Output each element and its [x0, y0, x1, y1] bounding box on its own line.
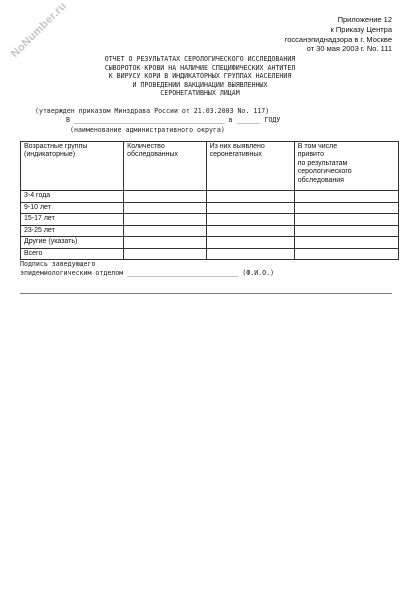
table-cell [124, 248, 206, 260]
table-cell [206, 214, 294, 226]
appendix-line: госсанэпиднадзора в г. Москве [284, 34, 392, 44]
table-row [21, 248, 399, 260]
title-line: ОТЧЕТ О РЕЗУЛЬТАТАХ СЕРОЛОГИЧЕСКОГО ИССЛЕДОВАНИЯ [104, 55, 296, 63]
age-group-cell: 15-17 лет [21, 214, 124, 226]
table-cell [294, 191, 398, 203]
divider [20, 293, 392, 294]
table-cell [124, 214, 206, 226]
table-cell [206, 202, 294, 214]
age-group-cell: 3-4 года [21, 191, 124, 203]
table-cell [124, 225, 206, 237]
table-cell [294, 237, 398, 249]
table-cell [124, 191, 206, 203]
header-examined-count: Количество обследованных [124, 142, 206, 191]
table-cell [294, 248, 398, 260]
signature-line-1: Подпись заведующего [20, 260, 96, 268]
table-row [21, 237, 399, 249]
age-group-cell: Другие (указать) [21, 237, 124, 249]
district-year-fill-line: В ______________________________________ в ______ ГОДУ [66, 116, 281, 124]
table-cell [206, 248, 294, 260]
title-line: СЫВОРОТОК КРОВИ НА НАЛИЧИЕ СПЕЦИФИЧЕСКИХ АНТИТЕЛ [104, 63, 296, 72]
age-group-cell: Всего [21, 248, 124, 260]
report-title [20, 55, 380, 98]
signature-block [20, 260, 274, 278]
age-group-cell: 23-25 лет [21, 225, 124, 237]
title-line: К ВИРУСУ КОРИ В ИНДИКАТОРНЫХ ГРУППАХ НАСЕЛЕНИЯ [108, 72, 292, 81]
header-seronegative: Из них выявлено серонегативных [206, 142, 294, 191]
appendix-line: Приложение 12 [337, 15, 392, 24]
table-row [21, 214, 399, 226]
table-cell [124, 237, 206, 249]
district-caption: (наименование административного округа) [70, 126, 225, 134]
table-cell [206, 237, 294, 249]
table-cell [206, 225, 294, 237]
table-cell [294, 225, 398, 237]
table-cell [294, 214, 398, 226]
header-age-groups: Возрастные группы (индикаторные) [21, 142, 124, 191]
table-header-row [21, 142, 399, 191]
header-vaccinated: В том числе привито по результатам серологического обследования [294, 142, 398, 191]
title-line: СЕРОНЕГАТИВНЫХ ЛИЦАМ [160, 89, 240, 98]
title-line: И ПРОВЕДЕНИИ ВАКЦИНАЦИИ ВЫЯВЛЕННЫХ [132, 80, 268, 89]
table-cell [206, 191, 294, 203]
appendix-line: от 30 мая 2003 г. No. 111 [306, 44, 392, 54]
table-row [21, 225, 399, 237]
report-table [20, 141, 399, 260]
table-cell [124, 202, 206, 214]
watermark: NoNumber.ru [8, 0, 70, 61]
age-group-cell: 9-10 лет [21, 202, 124, 214]
approval-reference: (утвержден приказом Минздрава России от 21.03.2003 No. 117) [35, 107, 270, 115]
table-body [21, 191, 399, 260]
table-row [21, 191, 399, 203]
table-cell [294, 202, 398, 214]
appendix-line: к Приказу Центра [330, 24, 392, 34]
table-row [21, 202, 399, 214]
signature-line-2: эпидемиологическим отделом ____________________________ (Ф.И.О.) [20, 269, 275, 277]
appendix-note [285, 15, 392, 54]
